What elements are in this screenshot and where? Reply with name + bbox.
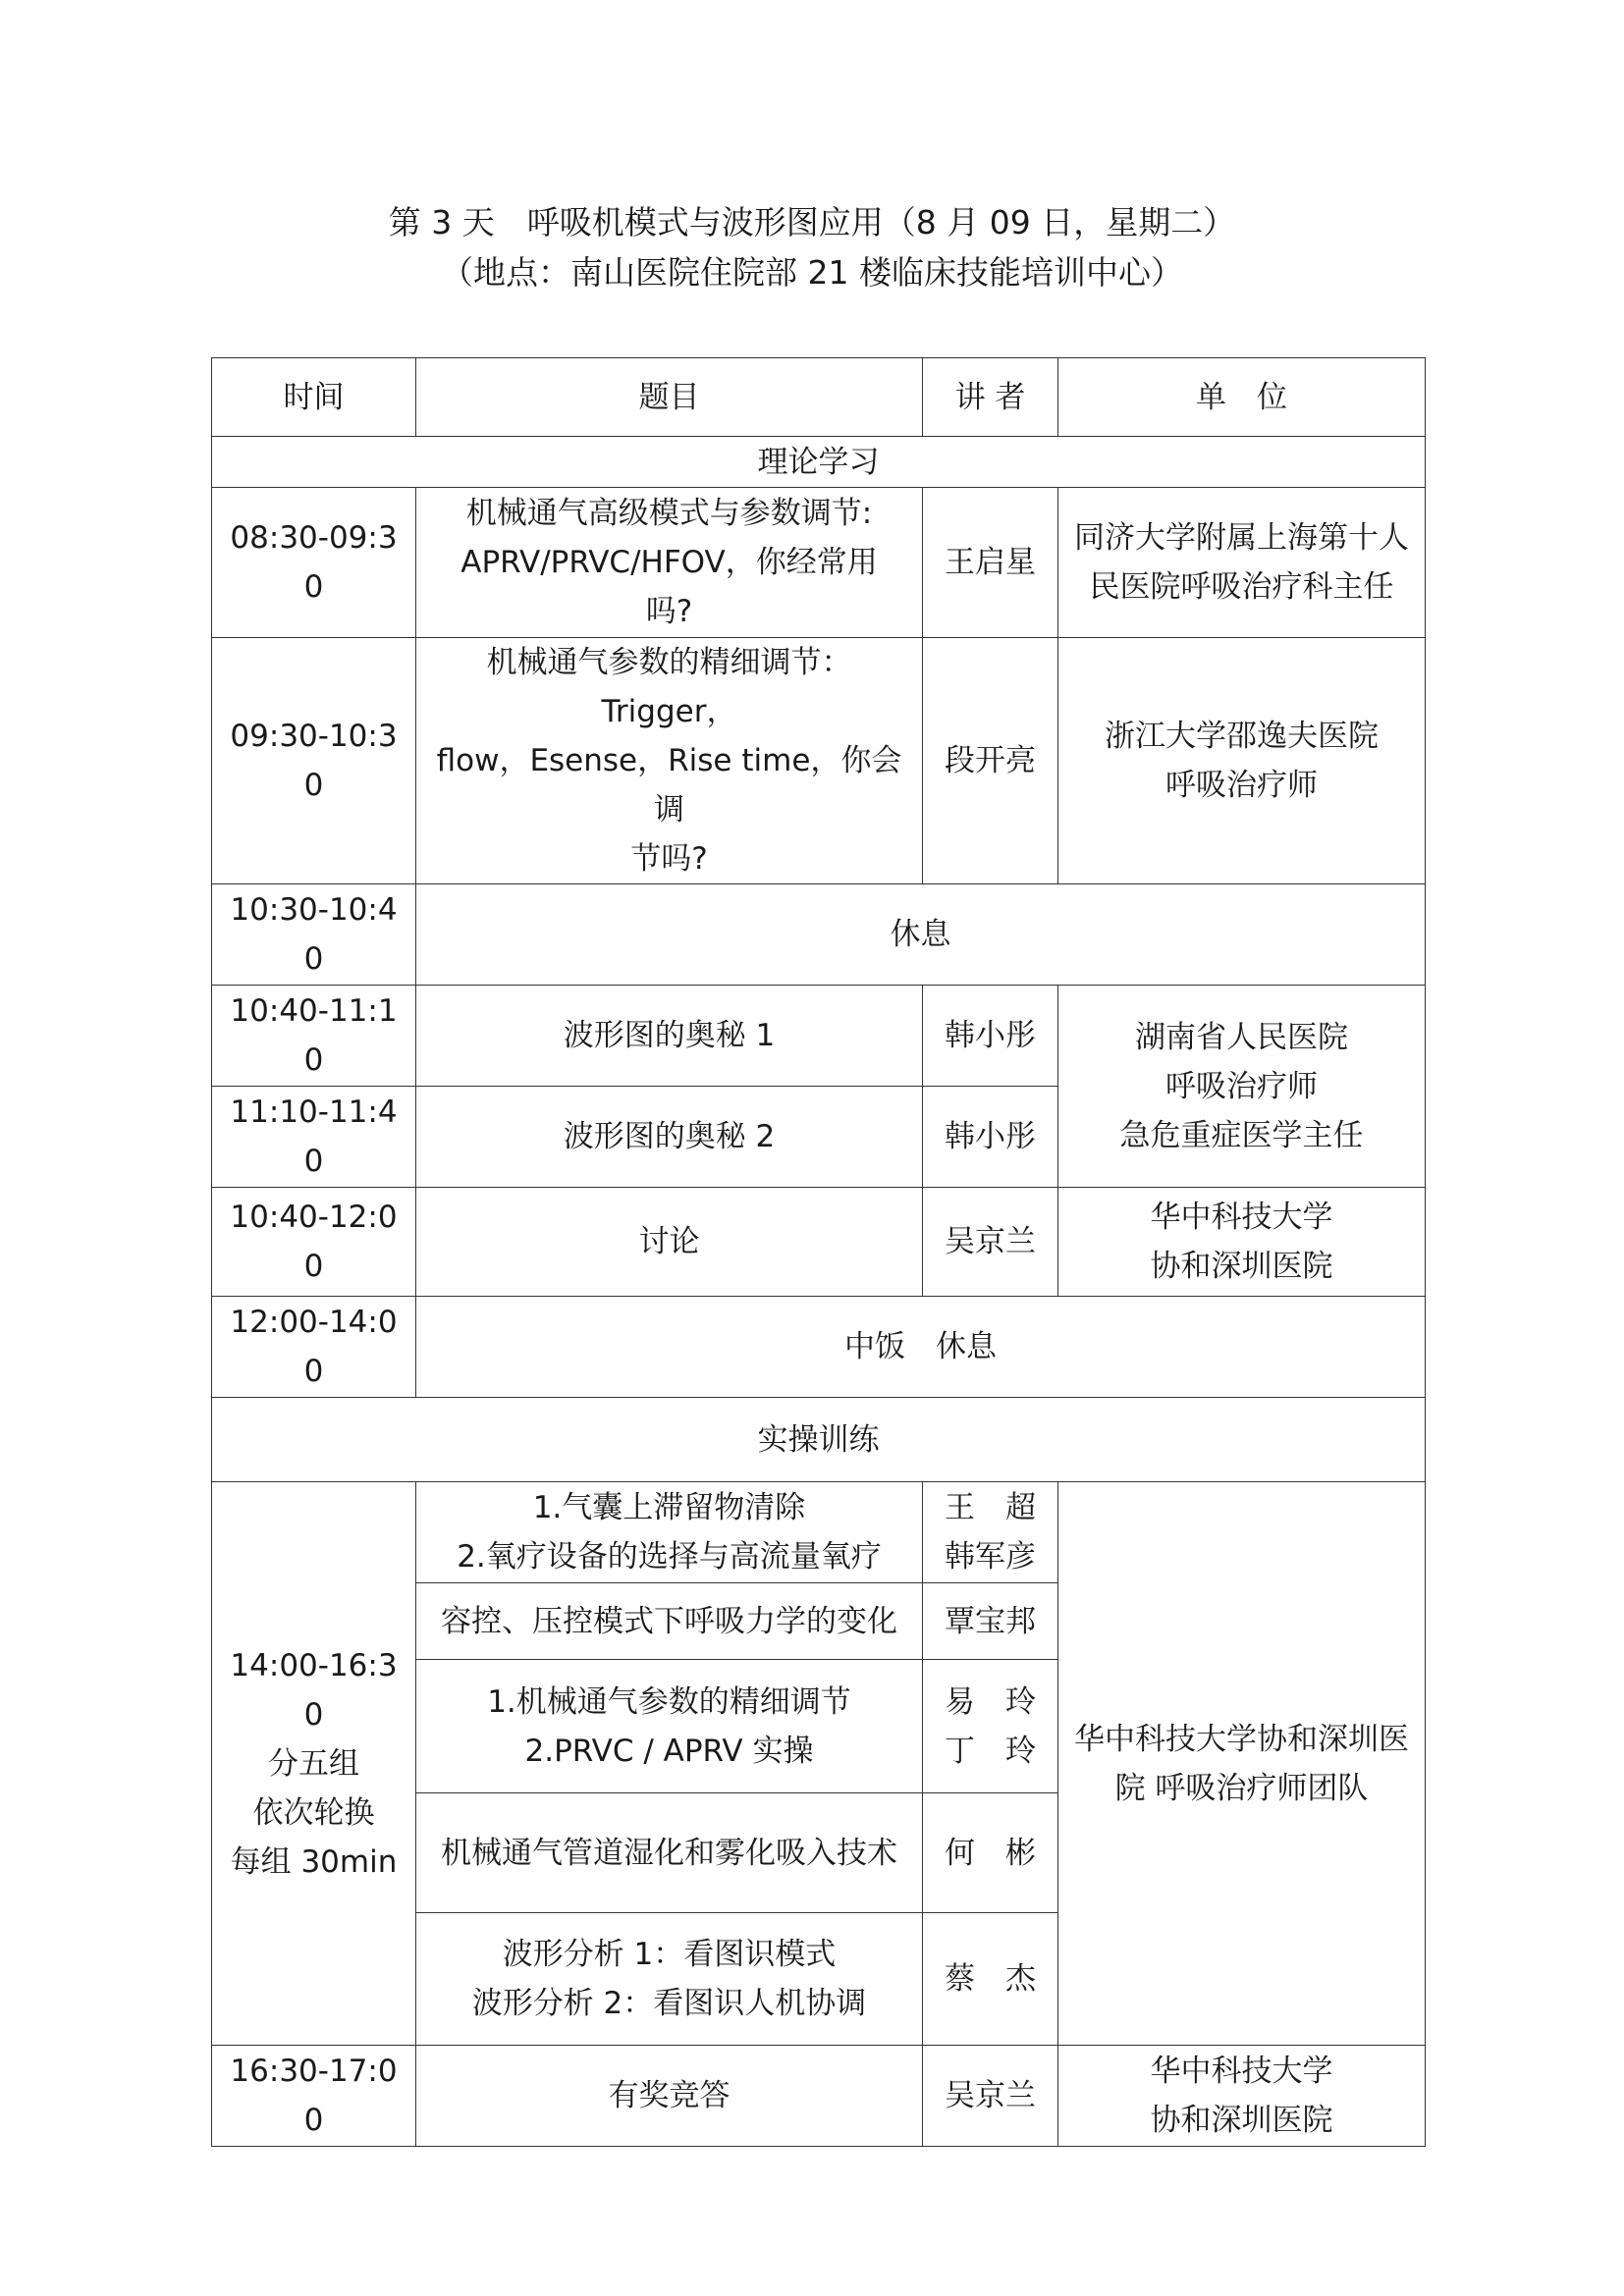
table-row <box>212 1188 1426 1297</box>
unit-cell: 同济大学附属上海第十人 民医院呼吸治疗科主任 <box>1058 488 1426 638</box>
table-row <box>212 1297 1426 1398</box>
speaker-cell: 王启星 <box>923 488 1058 638</box>
table-header-row <box>212 358 1426 437</box>
topic-cell: 讨论 <box>416 1188 923 1297</box>
time-cell: 08:30-09:3 0 <box>212 488 416 638</box>
topic-cell: 1.机械通气参数的精细调节 2.PRVC / APRV 实操 <box>416 1660 923 1793</box>
header-unit: 单 位 <box>1058 358 1426 437</box>
break-cell: 休息 <box>416 884 1426 986</box>
unit-cell: 华中科技大学协和深圳医 院 呼吸治疗师团队 <box>1058 1482 1426 2046</box>
topic-cell: 有奖竞答 <box>416 2046 923 2147</box>
header-time: 时间 <box>212 358 416 437</box>
table-row <box>212 2046 1426 2147</box>
time-cell: 16:30-17:0 0 <box>212 2046 416 2147</box>
topic-cell: 1.气囊上滞留物清除 2.氧疗设备的选择与高流量氧疗 <box>416 1482 923 1583</box>
location-subtitle: （地点：南山医院住院部 21 楼临床技能培训中心） <box>441 253 1183 292</box>
table-row <box>212 638 1426 884</box>
section-row-theory <box>212 437 1426 488</box>
time-cell: 10:40-12:0 0 <box>212 1188 416 1297</box>
section-title: 理论学习 <box>212 437 1426 488</box>
speaker-cell: 吴京兰 <box>923 2046 1058 2147</box>
section-title: 实操训练 <box>212 1398 1426 1482</box>
topic-cell: 波形图的奥秘 2 <box>416 1087 923 1188</box>
table-row <box>212 986 1426 1087</box>
topic-cell: 机械通气高级模式与参数调节: APRV/PRVC/HFOV，你经常用 吗? <box>416 488 923 638</box>
unit-cell: 湖南省人民医院 呼吸治疗师 急危重症医学主任 <box>1058 986 1426 1188</box>
header-topic: 题目 <box>416 358 923 437</box>
topic-cell: 机械通气管道湿化和雾化吸入技术 <box>416 1793 923 1913</box>
header-speaker: 讲 者 <box>923 358 1058 437</box>
schedule-table <box>211 357 1426 2147</box>
time-cell: 14:00-16:3 0 分五组 依次轮换 每组 30min <box>212 1482 416 2046</box>
table-row <box>212 488 1426 638</box>
speaker-cell: 吴京兰 <box>923 1188 1058 1297</box>
topic-cell: 容控、压控模式下呼吸力学的变化 <box>416 1583 923 1660</box>
section-row-practice <box>212 1398 1426 1482</box>
speaker-cell: 韩小彤 <box>923 1087 1058 1188</box>
speaker-cell: 何 彬 <box>923 1793 1058 1913</box>
topic-cell: 波形图的奥秘 1 <box>416 986 923 1087</box>
unit-cell: 华中科技大学 协和深圳医院 <box>1058 2046 1426 2147</box>
time-cell: 10:30-10:4 0 <box>212 884 416 986</box>
unit-cell: 浙江大学邵逸夫医院 呼吸治疗师 <box>1058 638 1426 884</box>
speaker-cell: 易 玲 丁 玲 <box>923 1660 1058 1793</box>
time-cell: 09:30-10:3 0 <box>212 638 416 884</box>
page-title: 第 3 天 呼吸机模式与波形图应用（8 月 09 日，星期二） <box>388 203 1236 241</box>
unit-cell: 华中科技大学 协和深圳医院 <box>1058 1188 1426 1297</box>
speaker-cell: 覃宝邦 <box>923 1583 1058 1660</box>
table-row <box>212 884 1426 986</box>
time-cell: 10:40-11:1 0 <box>212 986 416 1087</box>
topic-cell: 机械通气参数的精细调节：Trigger， flow，Esense，Rise time，你会调 节吗? <box>416 638 923 884</box>
break-cell: 中饭 休息 <box>416 1297 1426 1398</box>
speaker-cell: 韩小彤 <box>923 986 1058 1087</box>
time-cell: 12:00-14:0 0 <box>212 1297 416 1398</box>
speaker-cell: 王 超 韩军彦 <box>923 1482 1058 1583</box>
time-cell: 11:10-11:4 0 <box>212 1087 416 1188</box>
speaker-cell: 蔡 杰 <box>923 1913 1058 2046</box>
topic-cell: 波形分析 1：看图识模式 波形分析 2：看图识人机协调 <box>416 1913 923 2046</box>
table-row <box>212 1482 1426 1583</box>
speaker-cell: 段开亮 <box>923 638 1058 884</box>
